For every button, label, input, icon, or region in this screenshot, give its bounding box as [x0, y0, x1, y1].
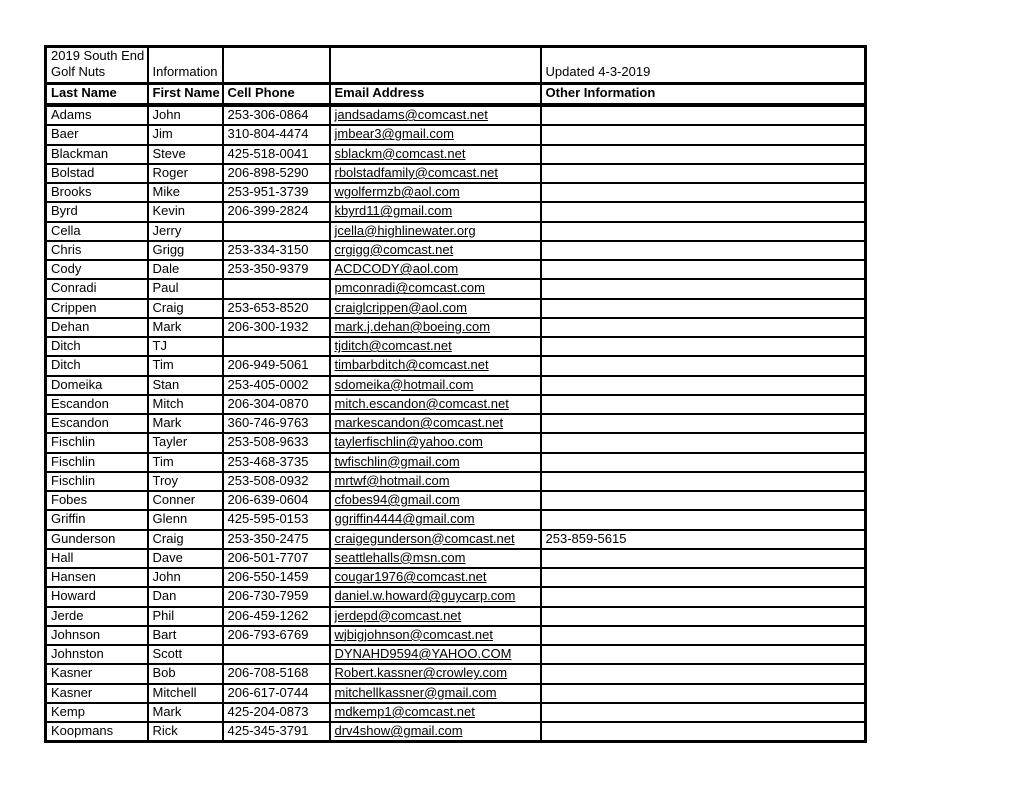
- first-name-cell: John: [148, 105, 223, 125]
- contact-row: [46, 125, 866, 144]
- other-info-cell: [541, 202, 866, 221]
- email-cell: [330, 337, 541, 356]
- contact-row: [46, 279, 866, 298]
- first-name-cell: Mark: [148, 414, 223, 433]
- contact-row: [46, 510, 866, 529]
- column-header-email-address: Email Address: [330, 83, 541, 105]
- contact-row: [46, 664, 866, 683]
- cell-phone-cell: 253-306-0864: [223, 105, 330, 125]
- other-info-cell: [541, 472, 866, 491]
- contact-row: [46, 414, 866, 433]
- cell-phone-cell: 206-730-7959: [223, 587, 330, 606]
- first-name-cell: Bob: [148, 664, 223, 683]
- first-name-cell: Mark: [148, 318, 223, 337]
- contact-row: [46, 587, 866, 606]
- cell-phone-cell: 253-405-0002: [223, 376, 330, 395]
- other-info-cell: [541, 279, 866, 298]
- other-info-cell: [541, 222, 866, 241]
- other-info-cell: [541, 703, 866, 722]
- cell-phone-cell: 206-617-0744: [223, 684, 330, 703]
- email-link[interactable]: ACDCODY@aol.com: [334, 261, 459, 276]
- other-info-cell: [541, 722, 866, 742]
- sheet-title-line2: Golf Nuts: [51, 64, 106, 80]
- other-info-cell: [541, 356, 866, 375]
- email-cell: [330, 376, 541, 395]
- email-cell: [330, 414, 541, 433]
- other-info-cell: [541, 491, 866, 510]
- other-info-cell: [541, 183, 866, 202]
- first-name-cell: Craig: [148, 299, 223, 318]
- contact-row: [46, 722, 866, 742]
- last-name-cell: Conradi: [46, 279, 148, 298]
- last-name-cell: Johnston: [46, 645, 148, 664]
- email-cell: [330, 433, 541, 452]
- email-cell: [330, 530, 541, 549]
- column-header-cell-phone: Cell Phone: [223, 83, 330, 105]
- email-link[interactable]: taylerfischlin@yahoo.com: [334, 434, 483, 450]
- contact-row: [46, 318, 866, 337]
- email-link[interactable]: DYNAHD9594@YAHOO.COM: [334, 646, 512, 661]
- cell-phone-cell: [223, 279, 330, 298]
- email-link[interactable]: pmconradi@comcast.com: [334, 280, 485, 296]
- cell-phone-cell: [223, 337, 330, 356]
- other-info-cell: [541, 664, 866, 683]
- first-name-cell: Glenn: [148, 510, 223, 529]
- last-name-cell: Fobes: [46, 491, 148, 510]
- other-info-cell: [541, 414, 866, 433]
- updated-date-cell: Updated 4-3-2019: [541, 47, 866, 84]
- email-link[interactable]: mdkemp1@comcast.net: [334, 703, 475, 719]
- other-info-cell: [541, 684, 866, 703]
- email-cell: [330, 260, 541, 279]
- other-info-cell: [541, 299, 866, 318]
- cell-phone-cell: 253-508-9633: [223, 433, 330, 452]
- first-name-cell: John: [148, 568, 223, 587]
- email-cell: [330, 125, 541, 144]
- cell-phone-cell: 206-949-5061: [223, 356, 330, 375]
- first-name-cell: Rick: [148, 722, 223, 742]
- email-link[interactable]: jerdepd@comcast.net: [334, 607, 462, 623]
- contact-row: [46, 530, 866, 549]
- sheet-info-cell: Information: [148, 47, 223, 84]
- other-info-cell: [541, 337, 866, 356]
- email-link[interactable]: markescandon@comcast.net: [334, 415, 504, 430]
- contact-table: [44, 45, 867, 743]
- email-cell: [330, 318, 541, 337]
- first-name-cell: Mitch: [148, 395, 223, 414]
- contact-row: [46, 183, 866, 202]
- contact-row: [46, 164, 866, 183]
- email-cell: [330, 105, 541, 125]
- last-name-cell: Koopmans: [46, 722, 148, 742]
- email-link[interactable]: craiglcrippen@aol.com: [334, 299, 467, 315]
- last-name-cell: Chris: [46, 241, 148, 260]
- contact-row: [46, 472, 866, 491]
- contact-row: [46, 433, 866, 452]
- cell-phone-cell: 206-708-5168: [223, 664, 330, 683]
- last-name-cell: Escandon: [46, 395, 148, 414]
- first-name-cell: Scott: [148, 645, 223, 664]
- column-header-other-information: Other Information: [541, 83, 866, 105]
- contact-row: [46, 491, 866, 510]
- email-link[interactable]: seattlehalls@msn.com: [334, 549, 466, 565]
- other-info-cell: [541, 607, 866, 626]
- last-name-cell: Bolstad: [46, 164, 148, 183]
- cell-phone-cell: 206-793-6769: [223, 626, 330, 645]
- contact-row: [46, 241, 866, 260]
- email-link[interactable]: mitch.escandon@comcast.net: [334, 395, 509, 411]
- cell-phone-cell: 206-300-1932: [223, 318, 330, 337]
- first-name-cell: Dale: [148, 260, 223, 279]
- first-name-cell: Jim: [148, 125, 223, 144]
- sheet-title-cell: [46, 47, 148, 84]
- email-cell: [330, 549, 541, 568]
- last-name-cell: Byrd: [46, 202, 148, 221]
- contact-row: [46, 549, 866, 568]
- first-name-cell: Kevin: [148, 202, 223, 221]
- last-name-cell: Kasner: [46, 684, 148, 703]
- email-cell: [330, 241, 541, 260]
- first-name-cell: Tim: [148, 356, 223, 375]
- email-link[interactable]: Robert.kassner@crowley.com: [334, 665, 508, 681]
- last-name-cell: Johnson: [46, 626, 148, 645]
- other-info-cell: [541, 510, 866, 529]
- last-name-cell: Howard: [46, 587, 148, 606]
- last-name-cell: Adams: [46, 105, 148, 125]
- other-info-cell: [541, 568, 866, 587]
- cell-phone-cell: 360-746-9763: [223, 414, 330, 433]
- email-cell: [330, 510, 541, 529]
- contact-row: [46, 222, 866, 241]
- email-cell: [330, 222, 541, 241]
- other-info-cell: [541, 145, 866, 164]
- contact-row: [46, 626, 866, 645]
- cell-phone-cell: 206-898-5290: [223, 164, 330, 183]
- email-cell: [330, 703, 541, 722]
- other-info-cell: [541, 587, 866, 606]
- email-link[interactable]: wjbigjohnson@comcast.net: [334, 626, 493, 642]
- email-cell: [330, 626, 541, 645]
- first-name-cell: Stan: [148, 376, 223, 395]
- contact-row: [46, 145, 866, 164]
- email-cell: [330, 684, 541, 703]
- email-link[interactable]: cfobes94@gmail.com: [334, 492, 460, 507]
- cell-phone-cell: 425-204-0873: [223, 703, 330, 722]
- cell-phone-cell: 425-345-3791: [223, 722, 330, 742]
- email-cell: [330, 664, 541, 683]
- email-link[interactable]: jcella@highlinewater.org: [334, 222, 476, 238]
- first-name-cell: Mark: [148, 703, 223, 722]
- empty-title-cell-1: [223, 47, 330, 84]
- first-name-cell: Tayler: [148, 433, 223, 452]
- cell-phone-cell: 206-459-1262: [223, 607, 330, 626]
- last-name-cell: Gunderson: [46, 530, 148, 549]
- other-info-cell: [541, 105, 866, 125]
- first-name-cell: Roger: [148, 164, 223, 183]
- last-name-cell: Kemp: [46, 703, 148, 722]
- other-info-cell: [541, 260, 866, 279]
- cell-phone-cell: 253-350-9379: [223, 260, 330, 279]
- contact-row: [46, 703, 866, 722]
- email-link[interactable]: wgolfermzb@aol.com: [334, 184, 460, 199]
- first-name-cell: Steve: [148, 145, 223, 164]
- email-cell: [330, 645, 541, 664]
- email-cell: [330, 607, 541, 626]
- sheet-title-line1: 2019 South End: [51, 48, 145, 63]
- first-name-cell: Dan: [148, 587, 223, 606]
- contact-row: [46, 376, 866, 395]
- first-name-cell: Mike: [148, 183, 223, 202]
- contact-row: [46, 568, 866, 587]
- other-info-cell: [541, 164, 866, 183]
- email-link[interactable]: drv4show@gmail.com: [334, 723, 463, 738]
- other-info-cell: [541, 125, 866, 144]
- contact-row: [46, 299, 866, 318]
- first-name-cell: Craig: [148, 530, 223, 549]
- last-name-cell: Fischlin: [46, 433, 148, 452]
- email-link[interactable]: daniel.w.howard@guycarp.com: [334, 588, 516, 604]
- last-name-cell: Cella: [46, 222, 148, 241]
- first-name-cell: TJ: [148, 337, 223, 356]
- other-info-cell: [541, 241, 866, 260]
- contact-row: [46, 105, 866, 125]
- column-header-row: [46, 83, 866, 105]
- email-link[interactable]: mitchellkassner@gmail.com: [334, 684, 497, 700]
- last-name-cell: Domeika: [46, 376, 148, 395]
- email-cell: [330, 587, 541, 606]
- email-cell: [330, 356, 541, 375]
- last-name-cell: Griffin: [46, 510, 148, 529]
- email-link[interactable]: sblackm@comcast.net: [334, 145, 466, 161]
- other-info-cell: [541, 376, 866, 395]
- contact-row: [46, 337, 866, 356]
- cell-phone-cell: 253-653-8520: [223, 299, 330, 318]
- email-link[interactable]: mark.j.dehan@boeing.com: [334, 318, 491, 334]
- sheet-title-row: [46, 47, 866, 84]
- first-name-cell: Bart: [148, 626, 223, 645]
- contact-row: [46, 356, 866, 375]
- first-name-cell: Jerry: [148, 222, 223, 241]
- other-info-cell: [541, 549, 866, 568]
- contact-row: [46, 645, 866, 664]
- email-cell: [330, 279, 541, 298]
- email-cell: [330, 145, 541, 164]
- first-name-cell: Phil: [148, 607, 223, 626]
- email-cell: [330, 183, 541, 202]
- email-cell: [330, 202, 541, 221]
- first-name-cell: Dave: [148, 549, 223, 568]
- email-link[interactable]: ggriffin4444@gmail.com: [334, 511, 475, 527]
- last-name-cell: Baer: [46, 125, 148, 144]
- email-link[interactable]: rbolstadfamily@comcast.net: [334, 164, 498, 180]
- cell-phone-cell: 253-468-3735: [223, 453, 330, 472]
- cell-phone-cell: 253-508-0932: [223, 472, 330, 491]
- column-header-first-name: First Name: [148, 83, 223, 105]
- last-name-cell: Dehan: [46, 318, 148, 337]
- cell-phone-cell: 253-951-3739: [223, 183, 330, 202]
- cell-phone-cell: 253-350-2475: [223, 530, 330, 549]
- column-header-last-name: Last Name: [46, 83, 148, 105]
- cell-phone-cell: 253-334-3150: [223, 241, 330, 260]
- last-name-cell: Fischlin: [46, 472, 148, 491]
- cell-phone-cell: 206-550-1459: [223, 568, 330, 587]
- email-link[interactable]: kbyrd11@gmail.com: [334, 203, 453, 219]
- other-info-cell: [541, 395, 866, 414]
- first-name-cell: Mitchell: [148, 684, 223, 703]
- email-cell: [330, 164, 541, 183]
- email-link[interactable]: jandsadams@comcast.net: [334, 107, 488, 122]
- other-info-cell: [541, 453, 866, 472]
- cell-phone-cell: [223, 645, 330, 664]
- last-name-cell: Ditch: [46, 356, 148, 375]
- first-name-cell: Conner: [148, 491, 223, 510]
- cell-phone-cell: [223, 222, 330, 241]
- other-info-cell: 253-859-5615: [541, 530, 866, 549]
- cell-phone-cell: 206-639-0604: [223, 491, 330, 510]
- contact-row: [46, 260, 866, 279]
- cell-phone-cell: 425-595-0153: [223, 510, 330, 529]
- email-link[interactable]: tjditch@comcast.net: [334, 338, 452, 353]
- empty-title-cell-2: [330, 47, 541, 84]
- first-name-cell: Paul: [148, 279, 223, 298]
- last-name-cell: Escandon: [46, 414, 148, 433]
- email-link[interactable]: craigegunderson@comcast.net: [334, 530, 515, 546]
- contact-rows: [46, 105, 866, 742]
- email-cell: [330, 568, 541, 587]
- contact-row: [46, 684, 866, 703]
- contact-row: [46, 395, 866, 414]
- last-name-cell: Jerde: [46, 607, 148, 626]
- email-link[interactable]: crgigg@comcast.net: [334, 241, 454, 257]
- first-name-cell: Grigg: [148, 241, 223, 260]
- email-cell: [330, 722, 541, 742]
- email-link[interactable]: twfischlin@gmail.com: [334, 453, 460, 469]
- last-name-cell: Crippen: [46, 299, 148, 318]
- contact-row: [46, 607, 866, 626]
- email-link[interactable]: timbarbditch@comcast.net: [334, 357, 489, 373]
- other-info-cell: [541, 318, 866, 337]
- first-name-cell: Tim: [148, 453, 223, 472]
- other-info-cell: [541, 433, 866, 452]
- email-cell: [330, 491, 541, 510]
- email-cell: [330, 395, 541, 414]
- last-name-cell: Hansen: [46, 568, 148, 587]
- email-cell: [330, 299, 541, 318]
- email-link[interactable]: sdomeika@hotmail.com: [334, 376, 474, 392]
- email-link[interactable]: jmbear3@gmail.com: [334, 126, 454, 142]
- cell-phone-cell: 425-518-0041: [223, 145, 330, 164]
- cell-phone-cell: 310-804-4474: [223, 125, 330, 144]
- last-name-cell: Hall: [46, 549, 148, 568]
- email-cell: [330, 453, 541, 472]
- last-name-cell: Ditch: [46, 337, 148, 356]
- email-link[interactable]: mrtwf@hotmail.com: [334, 472, 450, 488]
- first-name-cell: Troy: [148, 472, 223, 491]
- cell-phone-cell: 206-304-0870: [223, 395, 330, 414]
- cell-phone-cell: 206-399-2824: [223, 202, 330, 221]
- last-name-cell: Brooks: [46, 183, 148, 202]
- last-name-cell: Cody: [46, 260, 148, 279]
- last-name-cell: Kasner: [46, 664, 148, 683]
- last-name-cell: Fischlin: [46, 453, 148, 472]
- last-name-cell: Blackman: [46, 145, 148, 164]
- contact-row: [46, 453, 866, 472]
- email-cell: [330, 472, 541, 491]
- cell-phone-cell: 206-501-7707: [223, 549, 330, 568]
- contact-row: [46, 202, 866, 221]
- email-link[interactable]: cougar1976@comcast.net: [334, 569, 487, 584]
- other-info-cell: [541, 626, 866, 645]
- other-info-cell: [541, 645, 866, 664]
